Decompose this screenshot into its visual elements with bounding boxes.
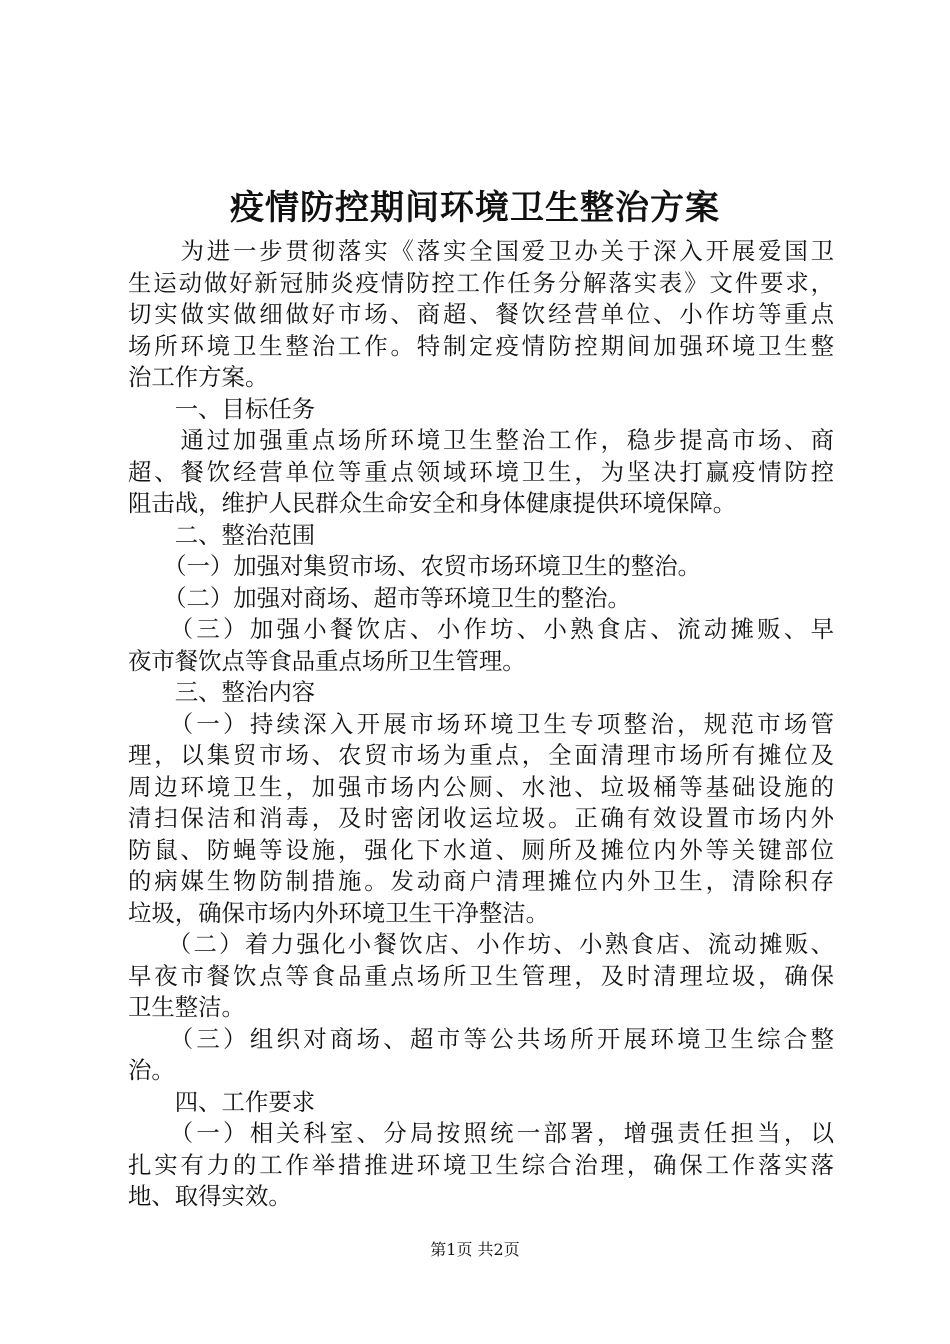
body-line: 切实做实做细做好市场、商超、餐饮经营单位、小作坊等重点: [128, 300, 834, 328]
body-line: 通过加强重点场所环境卫生整治工作，稳步提高市场、商: [128, 426, 834, 454]
section-heading: 二、整治范围: [128, 520, 316, 549]
body-line: 地、取得实效。: [128, 1182, 292, 1210]
body-line: 扎实有力的工作举措推进环境卫生综合治理，确保工作落实落: [128, 1150, 834, 1179]
section-heading: 四、工作要求: [128, 1087, 316, 1116]
body-line: （一）相关科室、分局按照统一部署，增强责任担当，以: [128, 1119, 834, 1147]
page-footer: 第1页 共2页: [430, 1240, 520, 1259]
body-line: 治工作方案。: [128, 363, 269, 391]
body-line: （二）着力强化小餐饮店、小作坊、小熟食店、流动摊贩、: [128, 930, 834, 958]
body-line: 阻击战，维护人民群众生命安全和身体健康提供环境保障。: [128, 489, 737, 517]
body-line: 卫生整洁。: [128, 993, 245, 1021]
body-line: （一）持续深入开展市场环境卫生专项整治，规范市场管: [128, 709, 834, 738]
document-title: 疫情防控期间环境卫生整治方案: [230, 188, 720, 228]
body-line: 防鼠、防蝇等设施，强化下水道、厕所及摊位内外等关键部位: [128, 835, 834, 864]
section-heading: 一、目标任务: [128, 394, 316, 423]
body-line: 垃圾，确保市场内外环境卫生干净整洁。: [128, 898, 550, 927]
body-line: 治。: [128, 1056, 175, 1084]
section-heading: 三、整治内容: [128, 678, 316, 706]
body-line: 夜市餐饮点等食品重点场所卫生管理。: [128, 646, 526, 675]
document-body: [128, 236, 834, 1213]
body-line: 生运动做好新冠肺炎疫情防控工作任务分解落实表》文件要求，: [128, 268, 834, 297]
body-line: （一）加强对集贸市场、农贸市场环境卫生的整治。: [128, 552, 702, 580]
body-line: 早夜市餐饮点等食品重点场所卫生管理，及时清理垃圾，确保: [128, 961, 834, 990]
body-line: （二）加强对商场、超市等环境卫生的整治。: [128, 583, 631, 612]
body-line: 的病媒生物防制措施。发动商户清理摊位内外卫生，清除积存: [128, 867, 834, 895]
body-line: 清扫保洁和消毒，及时密闭收运垃圾。正确有效设置市场内外: [128, 804, 834, 832]
body-line: （三）加强小餐饮店、小作坊、小熟食店、流动摊贩、早: [128, 615, 834, 643]
body-line: 理，以集贸市场、农贸市场为重点，全面清理市场所有摊位及: [128, 741, 834, 769]
body-line: 周边环境卫生，加强市场内公厕、水池、垃圾桶等基础设施的: [128, 772, 834, 801]
body-line: 场所环境卫生整治工作。特制定疫情防控期间加强环境卫生整: [128, 331, 834, 360]
body-line: 超、餐饮经营单位等重点领域环境卫生，为坚决打赢疫情防控: [128, 457, 834, 486]
body-line: 为进一步贯彻落实《落实全国爱卫办关于深入开展爱国卫: [128, 237, 834, 265]
body-line: （三）组织对商场、超市等公共场所开展环境卫生综合整: [128, 1024, 834, 1053]
